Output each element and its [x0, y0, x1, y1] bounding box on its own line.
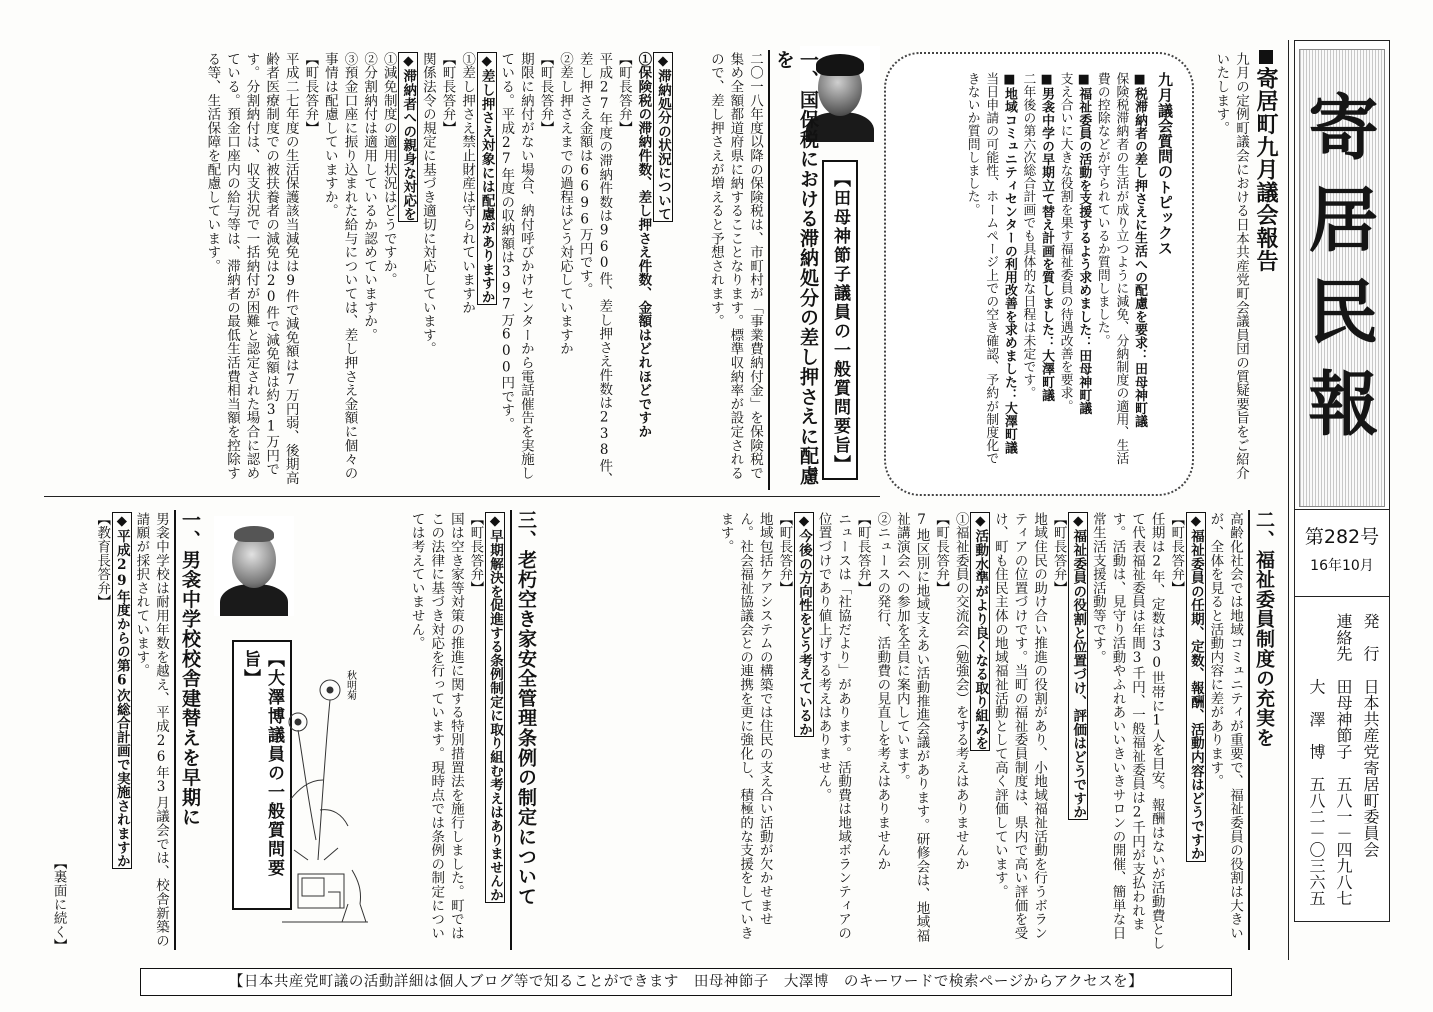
publisher-line: 連絡先 田母神節子 五八一－四九八七 — [1334, 613, 1353, 907]
osawa-lead: 男衾中学校は耐用年数を越え、平成26年3月議会では、校舎新築の請願が採択されています。 — [133, 512, 169, 948]
question: ②差し押さえまでの過程はどう対応していますか — [557, 52, 574, 356]
question-heading: ◆滞納者への親身な対応を — [400, 53, 417, 222]
flower-illustration — [268, 660, 378, 940]
answer: 地域住民の助け合い推進の役割があり、小地域福祉活動を行うボランティアの位置づけです。当町の福祉委員制度は、県内で高い評価を受け、町も住民主体の地域福祉活動として高く評価しています。 — [991, 512, 1048, 940]
tamogami-title-box: 【田母神節子議員の一般質問要旨】 — [822, 160, 858, 480]
question-heading: ◆差し押さえ対象には配慮がありますか — [478, 53, 495, 304]
answer-label: 【町長答弁】 — [302, 52, 319, 135]
divider — [1288, 40, 1289, 960]
square-bullet-icon — [1259, 50, 1273, 64]
answer-label: 【町長答弁】 — [933, 512, 950, 595]
welfare-lead: 高齢化社会では地域コミュニティが重要で、福祉委員の役割は大きいが、全体を見ると活動内容に差があります。 — [1207, 512, 1243, 940]
topic-body: 当日申請の可能性、ホームページ上での空き確認、予約が制度化できないか質問しました。 — [964, 72, 999, 465]
question-heading: ◆今後の方向性をどう考えているか — [795, 513, 812, 737]
tamogami-lead: 二〇一八年度以降の保険税は、市町村が「事業費納付金」を保険税で集め全額都道府県に納するこことなります。標準収納率が設定されるので、差し押さえが増えると予想されます。 — [707, 52, 763, 480]
divider — [44, 496, 880, 497]
answer-label: 【町長答弁】 — [537, 52, 554, 135]
osawa-title-box: 【大澤博議員の一般質問要旨】 — [232, 640, 292, 910]
avatar — [214, 516, 294, 616]
answer: 平成二七年度の生活保護該当減免は9件で減免額は7万円弱、後期高齢者医療制度での被扶養者の減免は20件で減免額は約31万円です。分割納付は、収支状況で一括納付が困難と認定された場合に認めている。預金口座内の給与等は、滞納者の最低生活費相当額を控除する等、生活保障を配慮しています。 — [204, 52, 299, 485]
answer: 任期は2年、定数は30世帯に1人を目安。報酬はないが活動費として代表福祉委員は年間3千円、一般福祉委員は2千円が支払われます。活動は、見守り活動やふれあいいきいきサロンの開催、簡単な日常生活支援活動等です。 — [1089, 512, 1165, 950]
answer-label: 【教育長答弁】 — [94, 512, 111, 609]
answer-label: 【町長答弁】 — [439, 52, 456, 135]
answer: 7地区別に地域支えあい活動推進会議があります。研修会は、地域福祉講演会への参加を全員に案内しています。 — [893, 512, 930, 943]
answer: ニュースは「社協だより」があります。活動費は地域ボランティアの位置づけであり値上げする考えはありません。 — [815, 512, 852, 940]
osawa-section-headline: 一、男衾中学校校舎建替えを早期に — [174, 510, 202, 950]
illustration-signature: 秋明菊 — [344, 670, 356, 700]
question: ①減免制度の適用状況はどうですか。 — [380, 52, 397, 287]
vacant-headline: 三、老朽空き家安全管理条例の制定について — [510, 510, 538, 950]
question: ①差し押さえ禁止財産は守られていますか — [459, 52, 476, 315]
topic-body: 二年後の第六次総合計画でも具体的な日程は未定です。 — [1020, 72, 1036, 400]
publisher-line: 発 行 日本共産党寄居町委員会 — [1361, 613, 1380, 858]
issue-date: 16年10月 — [1310, 558, 1374, 574]
question-heading: ◆福祉委員の役割と位置づけ、評価はどうですか — [1070, 513, 1087, 820]
question-heading: ◆早期解決を促進する条例制定に取り組む考えはありませんか — [487, 513, 503, 902]
question: ②ニュースの発行、活動費の見直しを考えはありませんか — [874, 512, 891, 871]
issue-info — [1295, 509, 1389, 597]
continued-note: 【裏面に続く】 — [50, 856, 67, 953]
newspaper-title: 寄居民報 — [1297, 91, 1380, 459]
topic-item: ■地域コミュニティセンターの利用改善を求めました：大澤町議 — [1001, 72, 1017, 455]
topics-box — [884, 52, 1194, 496]
topics-list — [898, 72, 1148, 474]
answer-label: 【町長答弁】 — [854, 512, 871, 595]
topic-body: 保険税滞納者の生活が成り立つように減免、分納制度の適用、生活費の控除などが守られているか質問しました。 — [1094, 72, 1129, 465]
question-heading: ◆活動水準がより良くなる取り組みを — [972, 513, 989, 751]
question: ③預金口座に振り込まれた給与については、差し押さえ金額に個々の事情は配慮していますか。 — [321, 52, 358, 480]
question-heading: ◆平成29年度からの第6次総合計画で実施されますか — [113, 513, 130, 868]
question: ①保険税の滞納件数、差し押さえ件数、金額はどれほどですか — [635, 52, 652, 439]
topics-heading: 九月議会質問のトピックス — [1156, 72, 1174, 256]
question-heading: ◆滞納処分の状況について — [655, 53, 671, 222]
masthead — [1294, 40, 1390, 922]
answer: 平成27年度の滞納件数は960件、差し押さえ件数は238件、差し押さえ金額は6696万円です。 — [576, 52, 613, 486]
vacant-qa — [376, 512, 504, 952]
answer-label: 【町長答弁】 — [615, 52, 632, 135]
topic-item: ■福祉委員の活動を支援するよう求めました：田母神町議 — [1076, 72, 1092, 415]
tamogami-section-headline: 一、国保税における滞納処分の差し押さえに配慮を — [768, 50, 820, 490]
answer: 地域包括ケアシステムの構築では住民の支え合い活動が欠かせません。社会福祉協議会との連携を更に強化し、積極的な支援をしていきます。 — [717, 512, 773, 940]
welfare-headline: 二、福祉委員制度の充実を — [1248, 510, 1276, 950]
welfare-qa — [562, 512, 1244, 952]
answer: 関係法令の規定に基づき適切に対応しています。 — [419, 52, 436, 356]
answer-label: 【町長答弁】 — [1050, 512, 1067, 595]
report-intro: 九月の定例町議会における日本共産党町会議員団の質疑要旨をご紹介いたします。 — [1213, 52, 1249, 480]
answer-label: 【町長答弁】 — [776, 512, 793, 595]
footer-note: 【日本共産党町議の活動詳細は個人ブログ等で知ることができます 田母神節子 大澤博 のキーワードで検索ページからアクセスを】 — [140, 968, 1232, 996]
answer: 国は空き家等対策の推進に関する特別措置法を施行しました。町ではこの法律に基づき対応を行っています。現時点では条例の制定については考えていません。 — [408, 512, 464, 940]
publisher-info — [1303, 613, 1384, 913]
question: ①福祉委員の交流会（勉強会）をする考えはありませんか — [952, 512, 969, 871]
issue-number: 第282号 — [1304, 526, 1380, 548]
question: ②分割納付は適用しているか認めていますか。 — [361, 52, 378, 342]
tamogami-qa — [50, 52, 672, 488]
answer-label: 【町長答弁】 — [467, 512, 484, 595]
question-heading: ◆福祉委員の任期、定数、報酬、活動内容はどうですか — [1187, 513, 1204, 861]
topic-item: ■男衾中学の早期立て替え計画を質しました：大澤町議 — [1039, 72, 1055, 402]
topic-item: ■税滞納者の差し押さえに生活への配慮を要求：田母神町議 — [1132, 72, 1147, 428]
topic-body: 支え合いに大きな役割を果す福祉委員の待遇改善を要求。 — [1057, 72, 1073, 413]
report-headline: 寄居町九月議会報告 — [1252, 50, 1280, 380]
publisher-line: 大 澤 博 五八二－〇三六五 — [1307, 613, 1326, 907]
answer-label: 【町長答弁】 — [1168, 512, 1185, 595]
answer: 期限に納付がない場合、納付呼びかけセンターから電話催告を実施している。平成27年度の収納額は397万600円です。 — [498, 52, 534, 480]
